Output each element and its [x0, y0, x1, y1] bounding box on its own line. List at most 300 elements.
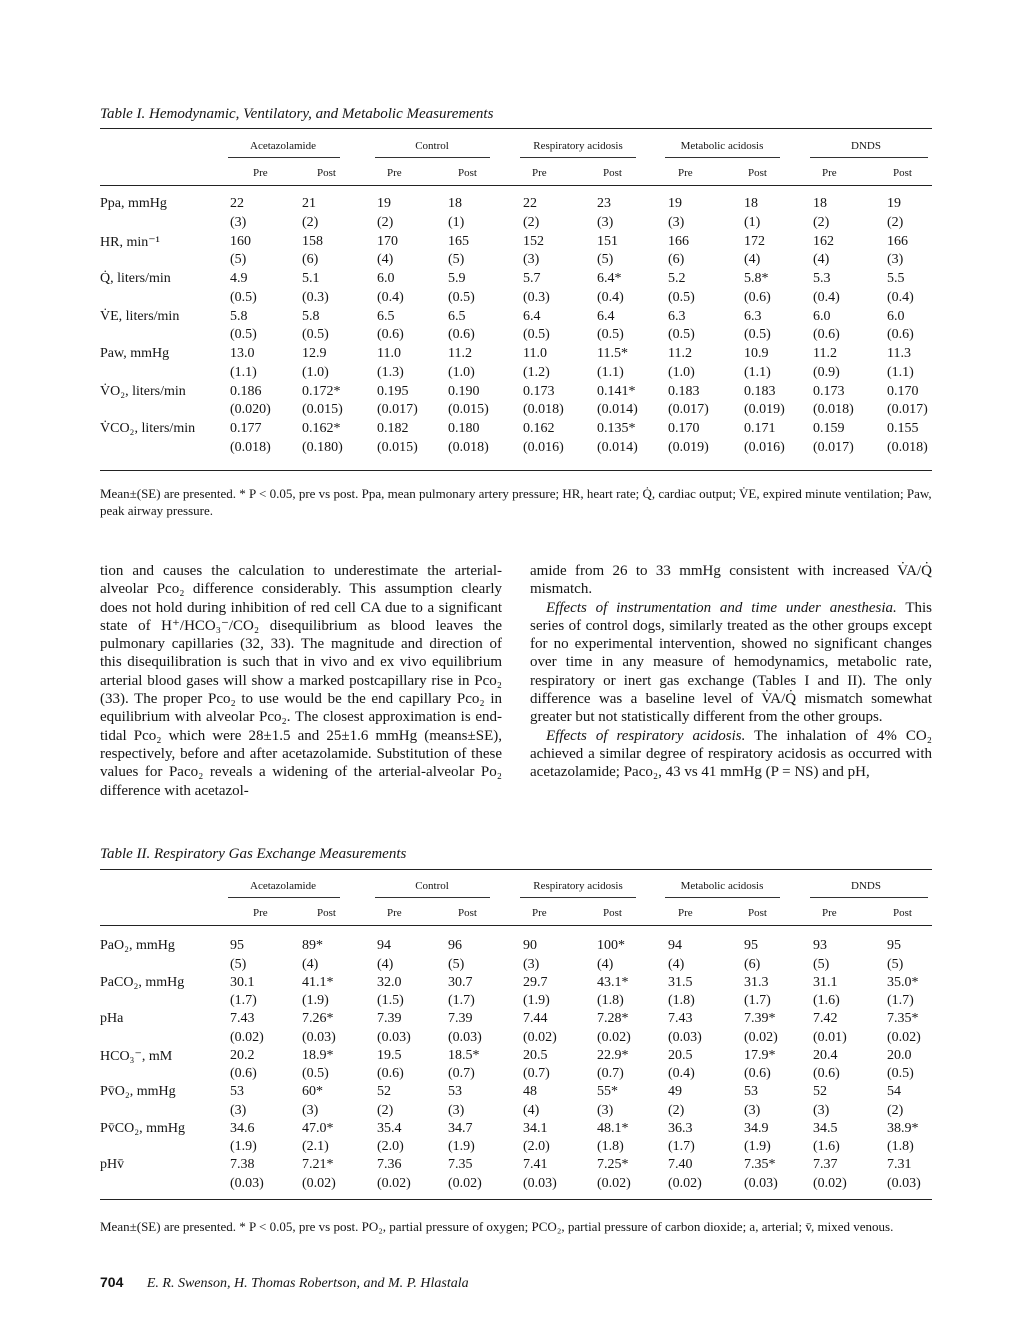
group-header: Acetazolamide [250, 140, 316, 152]
mean-cell: 90 [523, 938, 537, 953]
se-cell: (0.6) [377, 1066, 404, 1081]
se-cell: (1.3) [377, 364, 404, 380]
se-cell: (2) [887, 214, 904, 230]
se-cell: (1.7) [230, 993, 257, 1008]
mean-cell: 0.162 [523, 421, 555, 436]
se-cell: (0.5) [302, 327, 329, 342]
mean-cell: 151 [597, 233, 618, 249]
se-cell: (0.017) [668, 402, 709, 417]
mean-cell: 7.21* [302, 1157, 334, 1172]
mean-cell: 7.36 [377, 1157, 402, 1172]
mean-cell: 7.31 [887, 1157, 912, 1172]
table2-caption: Table II. Respiratory Gas Exchange Measurements [100, 846, 407, 862]
group-header: Control [415, 140, 449, 152]
se-cell: (0.015) [448, 402, 489, 417]
se-cell: (0.018) [887, 439, 928, 455]
mean-cell: 93 [813, 938, 827, 953]
se-cell: (0.03) [230, 1175, 264, 1191]
group-header: Respiratory acidosis [533, 140, 623, 152]
mean-cell: 11.3 [887, 346, 911, 361]
mean-cell: 6.0 [813, 308, 831, 324]
se-cell: (0.02) [302, 1175, 336, 1191]
se-cell: (3) [448, 1102, 465, 1118]
mean-cell: 5.1 [302, 271, 320, 286]
se-cell: (1.8) [597, 1139, 624, 1154]
mean-cell: 0.159 [813, 421, 845, 436]
se-cell: (1.0) [668, 364, 695, 380]
mean-cell: 55* [597, 1084, 618, 1099]
mean-cell: 43.1* [597, 974, 629, 990]
mean-cell: 20.2 [230, 1047, 255, 1063]
se-cell: (0.019) [744, 402, 785, 417]
se-cell: (1.6) [813, 1139, 840, 1154]
se-cell: (4) [668, 956, 685, 972]
mean-cell: 160 [230, 233, 251, 249]
mean-cell: 34.5 [813, 1120, 838, 1136]
se-cell: (0.014) [597, 439, 638, 455]
mean-cell: 7.44 [523, 1011, 548, 1026]
mean-cell: 22 [230, 196, 244, 211]
mean-cell: 166 [668, 233, 689, 249]
mean-cell: 53 [448, 1084, 462, 1099]
mean-cell: 95 [887, 938, 901, 953]
se-cell: (0.5) [448, 289, 475, 305]
mean-cell: 18.9* [302, 1047, 334, 1063]
se-cell: (0.02) [448, 1175, 482, 1191]
mean-cell: 166 [887, 233, 908, 249]
group-underline [375, 157, 490, 158]
mean-cell: 165 [448, 233, 469, 249]
se-cell: (5) [448, 252, 465, 267]
mean-cell: 0.155 [887, 421, 919, 436]
mean-cell: 7.43 [230, 1011, 255, 1026]
se-cell: (3) [887, 252, 904, 267]
mean-cell: 23 [597, 196, 611, 211]
se-cell: (5) [448, 956, 465, 972]
mean-cell: 18 [448, 196, 462, 211]
table2-footnote: Mean±(SE) are presented. * P < 0.05, pre vs post. PO₂, partial pressure of oxygen; PCO₂, partial pressure of carbon dioxide; a, arterial; v̄, mixed venous. [100, 1219, 894, 1234]
se-cell: (1.0) [448, 364, 475, 380]
mean-cell: 5.8 [230, 308, 248, 324]
table-rule [100, 869, 932, 870]
mean-cell: 100* [597, 938, 625, 953]
se-cell: (4) [523, 1102, 540, 1118]
mean-cell: 5.2 [668, 271, 686, 286]
subheader-pre: Pre [532, 907, 547, 919]
subheader-post: Post [458, 907, 477, 919]
se-cell: (1.0) [302, 364, 329, 380]
mean-cell: 22 [523, 196, 537, 211]
mean-cell: 11.5* [597, 346, 628, 361]
mean-cell: 0.170 [668, 421, 700, 436]
se-cell: (5) [887, 956, 904, 972]
mean-cell: 7.43 [668, 1011, 693, 1026]
se-cell: (2) [377, 214, 394, 230]
table-rule [100, 470, 932, 471]
mean-cell: 20.4 [813, 1047, 838, 1063]
mean-cell: 7.40 [668, 1157, 693, 1172]
table-rule [100, 1199, 932, 1200]
se-cell: (4) [377, 252, 394, 267]
mean-cell: 162 [813, 233, 834, 249]
se-cell: (6) [744, 956, 761, 972]
se-cell: (2) [377, 1102, 394, 1118]
se-cell: (0.020) [230, 402, 271, 417]
mean-cell: 34.7 [448, 1120, 473, 1136]
subheader-pre: Pre [678, 907, 693, 919]
row-label: PaO₂, mmHg [100, 938, 175, 953]
se-cell: (1.6) [813, 993, 840, 1008]
mean-cell: 6.4* [597, 271, 622, 286]
mean-cell: 0.177 [230, 421, 262, 436]
se-cell: (0.4) [887, 289, 914, 305]
mean-cell: 7.35 [448, 1157, 473, 1172]
se-cell: (2) [523, 214, 540, 230]
mean-cell: 94 [668, 938, 682, 953]
mean-cell: 0.172* [302, 383, 341, 399]
row-label: PaCO₂, mmHg [100, 974, 185, 990]
body-paragraph: Effects of respiratory acidosis. The inhalation of 4% CO₂ achieved a similar degree of respiratory acidosis as occurred with acetazolamide; Paco₂, 43 vs 41 mmHg (P = NS) and pH, [530, 727, 932, 781]
mean-cell: 11.2 [448, 346, 472, 361]
subheader-post: Post [748, 167, 767, 179]
mean-cell: 7.38 [230, 1157, 255, 1172]
group-underline [228, 897, 340, 898]
mean-cell: 7.26* [302, 1011, 334, 1026]
se-cell: (0.7) [597, 1066, 624, 1081]
mean-cell: 0.170 [887, 383, 919, 399]
group-header: Metabolic acidosis [680, 880, 764, 892]
row-label: V̇CO₂, liters/min [100, 421, 196, 436]
se-cell: (0.016) [744, 439, 785, 455]
se-cell: (0.6) [448, 327, 475, 342]
mean-cell: 0.183 [668, 383, 700, 399]
body-paragraph: tion and causes the calculation to underestimate the arterial-alveolar Pco₂ difference considerably. This assumption clearly does not hold during inhibition of red cell CA due to a significant state of H⁺/HCO₃⁻/CO₂ disequilibrium as blood leaves the pulmonary capillaries (32, 33). The magnitude and direction of this disequilibration is such that in vivo and ex vivo equilibrium arterial blood gases will show a marked postcapillary rise in Pco₂ (33). The proper Pco₂ to use would be the end capillary Pco₂ in equilibrium with alveolar Pco₂. The closest approximation is end-tidal Pco₂ which were 28±1.5 and 25±1.6 mmHg (means±SE), respectively, before and after acetazolamide. Substitution of these values for Paco₂ reveals a widening of the arterial-alveolar Po₂ difference with acetazol- [100, 563, 502, 799]
se-cell: (3) [523, 956, 540, 972]
mean-cell: 7.39 [448, 1011, 473, 1026]
mean-cell: 7.28* [597, 1011, 629, 1026]
se-cell: (0.03) [744, 1175, 778, 1191]
mean-cell: 6.4 [597, 308, 615, 324]
mean-cell: 19 [377, 196, 391, 211]
se-cell: (5) [597, 252, 614, 267]
se-cell: (0.6) [813, 1066, 840, 1081]
se-cell: (0.018) [813, 402, 854, 417]
se-cell: (0.6) [887, 327, 914, 342]
se-cell: (0.01) [813, 1029, 847, 1045]
mean-cell: 89* [302, 938, 323, 953]
se-cell: (0.5) [230, 289, 257, 305]
se-cell: (3) [668, 214, 685, 230]
se-cell: (4) [813, 252, 830, 267]
se-cell: (0.015) [302, 402, 343, 417]
page-footer [100, 1274, 469, 1292]
mean-cell: 49 [668, 1084, 682, 1099]
mean-cell: 96 [448, 938, 462, 953]
mean-cell: 6.0 [377, 271, 395, 286]
mean-cell: 5.8* [744, 271, 769, 286]
group-header: Control [415, 880, 449, 892]
se-cell: (0.03) [302, 1029, 336, 1045]
mean-cell: 5.3 [813, 271, 831, 286]
mean-cell: 47.0* [302, 1120, 334, 1136]
se-cell: (0.6) [377, 327, 404, 342]
se-cell: (2.0) [377, 1139, 404, 1154]
mean-cell: 31.3 [744, 974, 769, 990]
group-underline [810, 157, 928, 158]
row-label: Paw, mmHg [100, 346, 170, 361]
row-label: pHa [100, 1011, 124, 1026]
mean-cell: 0.171 [744, 421, 776, 436]
mean-cell: 0.173 [523, 383, 555, 399]
se-cell: (6) [302, 252, 319, 267]
mean-cell: 4.9 [230, 271, 248, 286]
mean-cell: 7.39 [377, 1011, 402, 1026]
mean-cell: 18 [744, 196, 758, 211]
se-cell: (0.014) [597, 402, 638, 417]
se-cell: (2.0) [523, 1139, 550, 1154]
se-cell: (0.5) [302, 1066, 329, 1081]
mean-cell: 13.0 [230, 346, 255, 361]
subheader-post: Post [748, 907, 767, 919]
mean-cell: 35.0* [887, 974, 919, 990]
mean-cell: 94 [377, 938, 391, 953]
se-cell: (1.1) [230, 364, 257, 380]
mean-cell: 5.5 [887, 271, 905, 286]
se-cell: (0.016) [523, 439, 564, 455]
mean-cell: 0.135* [597, 421, 636, 436]
se-cell: (2) [813, 214, 830, 230]
se-cell: (3) [230, 214, 247, 230]
mean-cell: 29.7 [523, 974, 548, 990]
mean-cell: 95 [744, 938, 758, 953]
mean-cell: 53 [744, 1084, 758, 1099]
mean-cell: 19.5 [377, 1047, 402, 1063]
group-header: DNDS [851, 880, 881, 892]
se-cell: (0.018) [448, 439, 489, 455]
se-cell: (0.02) [230, 1029, 264, 1045]
se-cell: (0.6) [744, 289, 771, 305]
se-cell: (3) [597, 214, 614, 230]
se-cell: (5) [230, 252, 247, 267]
se-cell: (0.02) [597, 1029, 631, 1045]
mean-cell: 6.4 [523, 308, 541, 324]
mean-cell: 7.35* [887, 1011, 919, 1026]
table-rule [100, 128, 932, 129]
mean-cell: 34.1 [523, 1120, 548, 1136]
mean-cell: 0.180 [448, 421, 480, 436]
row-label: V̇O₂, liters/min [100, 383, 186, 399]
mean-cell: 31.5 [668, 974, 693, 990]
subheader-post: Post [603, 907, 622, 919]
mean-cell: 22.9* [597, 1047, 629, 1063]
mean-cell: 0.173 [813, 383, 845, 399]
mean-cell: 30.7 [448, 974, 473, 990]
mean-cell: 152 [523, 233, 544, 249]
se-cell: (1.8) [887, 1139, 914, 1154]
se-cell: (1.9) [302, 993, 329, 1008]
se-cell: (1.7) [887, 993, 914, 1008]
subheader-post: Post [603, 167, 622, 179]
mean-cell: 34.6 [230, 1120, 255, 1136]
se-cell: (1.9) [448, 1139, 475, 1154]
se-cell: (1.7) [668, 1139, 695, 1154]
se-cell: (1.8) [597, 993, 624, 1008]
mean-cell: 60* [302, 1084, 323, 1099]
se-cell: (3) [597, 1102, 614, 1118]
se-cell: (4) [744, 252, 761, 267]
se-cell: (3) [302, 1102, 319, 1118]
se-cell: (0.7) [523, 1066, 550, 1081]
se-cell: (0.017) [887, 402, 928, 417]
se-cell: (6) [668, 252, 685, 267]
mean-cell: 6.5 [448, 308, 466, 324]
group-header: Metabolic acidosis [680, 140, 764, 152]
mean-cell: 52 [813, 1084, 827, 1099]
mean-cell: 52 [377, 1084, 391, 1099]
se-cell: (3) [523, 252, 540, 267]
mean-cell: 48 [523, 1084, 537, 1099]
se-cell: (3) [744, 1102, 761, 1118]
subheader-post: Post [893, 167, 912, 179]
mean-cell: 7.37 [813, 1157, 838, 1172]
mean-cell: 19 [668, 196, 682, 211]
mean-cell: 172 [744, 233, 765, 249]
se-cell: (2) [668, 1102, 685, 1118]
group-underline [665, 897, 780, 898]
row-label: pHv̄ [100, 1157, 125, 1172]
se-cell: (0.02) [744, 1029, 778, 1045]
group-underline [810, 897, 928, 898]
se-cell: (0.4) [597, 289, 624, 305]
mean-cell: 36.3 [668, 1120, 693, 1136]
se-cell: (1.9) [523, 993, 550, 1008]
se-cell: (0.02) [813, 1175, 847, 1191]
mean-cell: 41.1* [302, 974, 334, 990]
mean-cell: 6.5 [377, 308, 395, 324]
se-cell: (0.4) [813, 289, 840, 305]
mean-cell: 10.9 [744, 346, 769, 361]
se-cell: (0.02) [377, 1175, 411, 1191]
se-cell: (3) [230, 1102, 247, 1118]
se-cell: (0.3) [523, 289, 550, 305]
mean-cell: 0.141* [597, 383, 636, 399]
se-cell: (0.5) [230, 327, 257, 342]
se-cell: (2) [302, 214, 319, 230]
subheader-pre: Pre [387, 907, 402, 919]
se-cell: (0.03) [448, 1029, 482, 1045]
mean-cell: 11.2 [813, 346, 837, 361]
mean-cell: 0.182 [377, 421, 409, 436]
mean-cell: 5.8 [302, 308, 320, 324]
row-label: HR, min⁻¹ [100, 234, 160, 250]
mean-cell: 30.1 [230, 974, 255, 990]
row-label: HCO₃⁻, mM [100, 1048, 173, 1064]
subheader-post: Post [317, 907, 336, 919]
se-cell: (4) [377, 956, 394, 972]
subheader-pre: Pre [822, 167, 837, 179]
row-label: Ppa, mmHg [100, 196, 167, 211]
subheader-pre: Pre [387, 167, 402, 179]
mean-cell: 5.9 [448, 271, 466, 286]
mean-cell: 35.4 [377, 1120, 402, 1136]
section-heading: Effects of respiratory acidosis. [546, 727, 746, 744]
mean-cell: 5.7 [523, 271, 541, 286]
group-header: Acetazolamide [250, 880, 316, 892]
se-cell: (1.1) [597, 364, 624, 380]
se-cell: (5) [230, 956, 247, 972]
subheader-post: Post [458, 167, 477, 179]
se-cell: (0.5) [668, 289, 695, 305]
group-underline [520, 157, 636, 158]
mean-cell: 0.162* [302, 421, 341, 436]
se-cell: (0.018) [523, 402, 564, 417]
mean-cell: 19 [887, 196, 901, 211]
mean-cell: 11.2 [668, 346, 692, 361]
se-cell: (0.9) [813, 364, 840, 380]
se-cell: (0.3) [302, 289, 329, 305]
se-cell: (0.018) [230, 439, 271, 455]
body-paragraph: Effects of instrumentation and time under anesthesia. This series of control dogs, similarly treated as the other groups except for no experimental intervention, showed no significant changes over time in any measure of hemodynamics, metabolic rate, respiratory or inert gas exchange (Tables I and II). The only difference was a baseline level of V̇A/Q̇ mismatch somewhat greater but not statistically different from the other groups. [530, 599, 932, 726]
mean-cell: 0.183 [744, 383, 776, 399]
mean-cell: 17.9* [744, 1047, 776, 1063]
se-cell: (0.02) [597, 1175, 631, 1191]
se-cell: (0.4) [668, 1066, 695, 1081]
subheader-pre: Pre [532, 167, 547, 179]
subheader-post: Post [317, 167, 336, 179]
se-cell: (0.5) [597, 327, 624, 342]
se-cell: (1) [744, 214, 761, 230]
se-cell: (1.8) [668, 993, 695, 1008]
se-cell: (0.03) [377, 1029, 411, 1045]
se-cell: (0.017) [813, 439, 854, 455]
mean-cell: 7.35* [744, 1157, 776, 1172]
se-cell: (1.7) [448, 993, 475, 1008]
row-label: Pv̄O₂, mmHg [100, 1084, 176, 1099]
page-number: 704 [100, 1274, 124, 1290]
mean-cell: 18.5* [448, 1047, 480, 1063]
se-cell: (1.7) [744, 993, 771, 1008]
table-rule [100, 185, 932, 186]
se-cell: (0.5) [668, 327, 695, 342]
mean-cell: 12.9 [302, 346, 327, 361]
se-cell: (1) [448, 214, 465, 230]
section-heading: Effects of instrumentation and time under anesthesia. [546, 599, 897, 616]
table1-caption: Table I. Hemodynamic, Ventilatory, and Metabolic Measurements [100, 106, 494, 122]
mean-cell: 7.39* [744, 1011, 776, 1026]
body-right-column [530, 562, 932, 782]
mean-cell: 0.195 [377, 383, 409, 399]
mean-cell: 95 [230, 938, 244, 953]
se-cell: (0.5) [887, 1066, 914, 1081]
mean-cell: 7.42 [813, 1011, 838, 1026]
se-cell: (1.1) [887, 364, 914, 380]
se-cell: (4) [597, 956, 614, 972]
row-label: V̇E, liters/min [100, 308, 180, 324]
se-cell: (0.03) [887, 1175, 921, 1191]
row-label: Pv̄CO₂, mmHg [100, 1120, 186, 1136]
se-cell: (0.03) [668, 1029, 702, 1045]
se-cell: (1.9) [230, 1139, 257, 1154]
row-label: Q̇, liters/min [100, 271, 171, 286]
se-cell: (1.9) [744, 1139, 771, 1154]
se-cell: (0.02) [668, 1175, 702, 1191]
mean-cell: 6.3 [744, 308, 762, 324]
mean-cell: 20.5 [668, 1047, 693, 1063]
se-cell: (4) [302, 956, 319, 972]
subheader-pre: Pre [253, 907, 268, 919]
mean-cell: 20.5 [523, 1047, 548, 1063]
mean-cell: 170 [377, 233, 398, 249]
